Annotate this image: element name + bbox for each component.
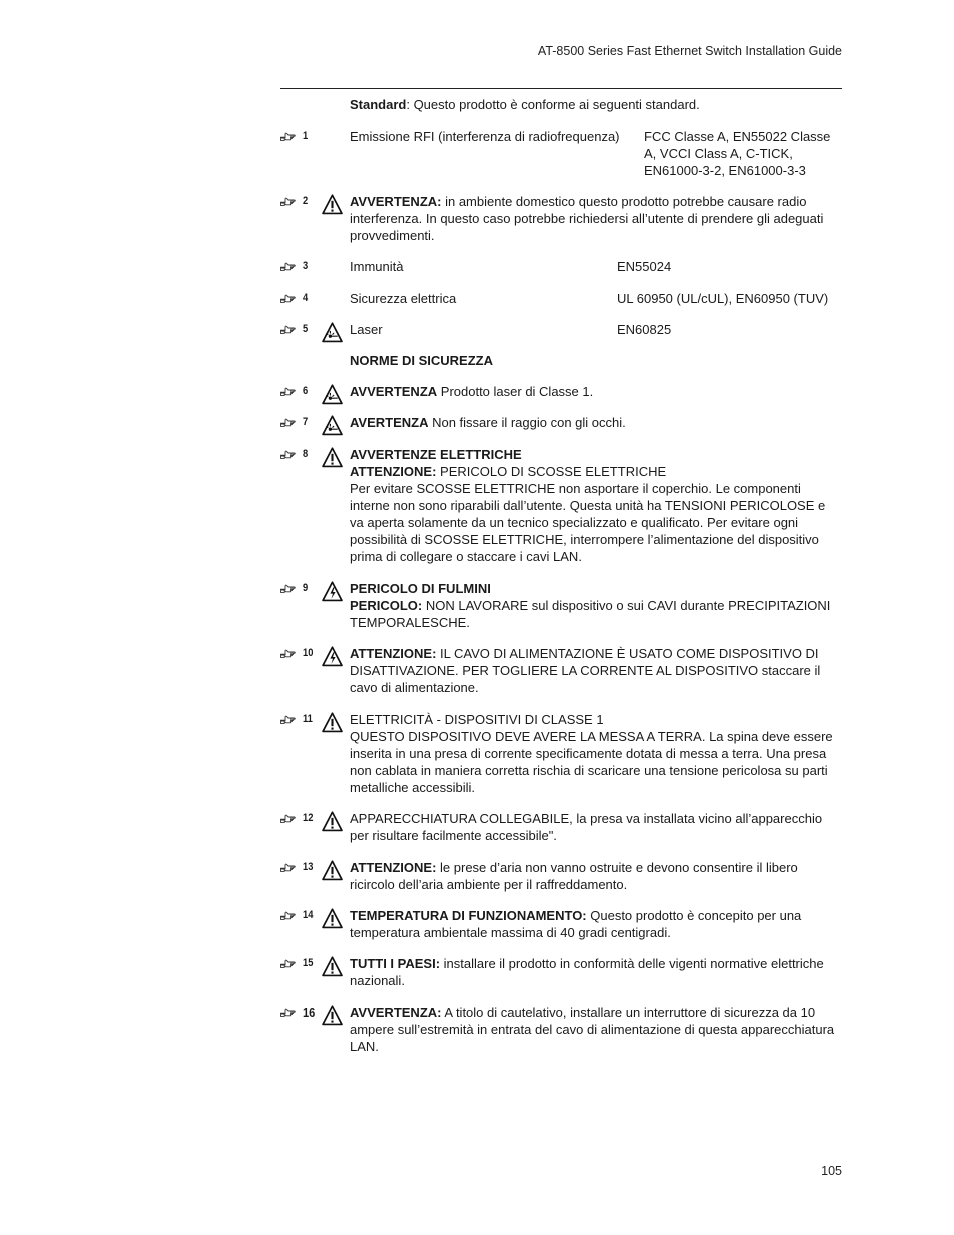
item-text: le prese d’aria non vanno ostruite e devono consentire il libero ricircolo dell’aria ambiente per il raffreddamento. bbox=[350, 860, 798, 892]
item-text: Per evitare SCOSSE ELETTRICHE non asportare il coperchio. Le componenti interne non sono riparabili dall’utente. Questa unità ha TENSIONI PERICOLOSE e va aperta solamente da un tecnico specializzato e qualificato. Per evitare ogni possibilità di SCOSSE ELETTRICHE, interrompere l’alimentazione del dispositivo prima di collegare o staccare i cavi LAN. bbox=[350, 481, 826, 564]
item-text: Prodotto laser di Classe 1. bbox=[437, 384, 594, 399]
item-label: Emissione RFI (interferenza di radiofrequenza) bbox=[350, 129, 620, 144]
item-number: 14 bbox=[303, 909, 314, 921]
item-text: IL CAVO DI ALIMENTAZIONE È USATO COME DISPOSITIVO DI DISATTIVAZIONE. PER TOGLIERE LA CORRENTE AL DISPOSITIVO staccare il cavo di alimentazione. bbox=[350, 646, 821, 695]
item-bold: TEMPERATURA DI FUNZIONAMENTO: bbox=[350, 908, 587, 923]
heading-text: NORME DI SICUREZZA bbox=[350, 353, 493, 368]
item-bold: AVERTENZA bbox=[350, 415, 429, 430]
pointing-hand-icon bbox=[280, 714, 298, 725]
pointing-hand-icon bbox=[280, 417, 298, 428]
item-number: 9 bbox=[303, 582, 309, 594]
item-number: 11 bbox=[303, 713, 313, 725]
item-bold: AVVERTENZA: bbox=[350, 194, 442, 209]
laser-warning-icon bbox=[322, 384, 343, 405]
item-number: 13 bbox=[303, 861, 314, 873]
item-text: APPARECCHIATURA COLLEGABILE, la presa va installata vicino all’apparecchio per risultare facilmente accessibile". bbox=[350, 811, 823, 843]
item-number: 6 bbox=[303, 385, 309, 397]
intro-bold: Standard bbox=[350, 97, 407, 112]
lightning-warning-icon bbox=[322, 646, 343, 667]
pointing-hand-icon bbox=[280, 648, 298, 659]
item-bold-title: AVVERTENZE ELETTRICHE bbox=[350, 447, 522, 462]
page-number: 105 bbox=[821, 1164, 842, 1178]
pointing-hand-icon bbox=[280, 449, 298, 460]
item-label: Immunità bbox=[350, 259, 404, 274]
item-bold: PERICOLO: bbox=[350, 598, 423, 613]
pointing-hand-icon bbox=[280, 1007, 298, 1018]
item-number: 16 bbox=[303, 1005, 316, 1020]
item-title: ELETTRICITÀ - DISPOSITIVI DI CLASSE 1 bbox=[350, 712, 604, 727]
pointing-hand-icon bbox=[280, 862, 298, 873]
page-header: AT-8500 Series Fast Ethernet Switch Installation Guide bbox=[537, 44, 842, 58]
pointing-hand-icon bbox=[280, 583, 298, 594]
item-number: 7 bbox=[303, 416, 309, 428]
warning-triangle-icon bbox=[322, 908, 343, 929]
lightning-warning-icon bbox=[322, 581, 343, 602]
warning-triangle-icon bbox=[322, 860, 343, 881]
item-text: A titolo di cautelativo, installare un interruttore di sicurezza da 10 ampere sull’estremità in entrata del cavo di alimentazione di questa apparecchiatura LAN. bbox=[350, 1005, 835, 1054]
warning-triangle-icon bbox=[322, 712, 343, 733]
laser-warning-icon bbox=[322, 415, 343, 436]
item-number: 12 bbox=[303, 812, 314, 824]
item-number: 15 bbox=[303, 957, 314, 969]
item-subtitle: PERICOLO DI SCOSSE ELETTRICHE bbox=[436, 464, 667, 479]
item-number: 5 bbox=[303, 323, 309, 335]
item-number: 10 bbox=[303, 647, 314, 659]
pointing-hand-icon bbox=[280, 813, 298, 824]
item-label: Laser bbox=[350, 322, 383, 337]
pointing-hand-icon bbox=[280, 324, 298, 335]
item-bold: ATTENZIONE: bbox=[350, 646, 437, 661]
item-text: Non fissare il raggio con gli occhi. bbox=[428, 415, 626, 430]
item-bold: ATTENZIONE: bbox=[350, 464, 437, 479]
warning-triangle-icon bbox=[322, 1005, 343, 1026]
item-number: 3 bbox=[303, 260, 309, 272]
item-text: NON LAVORARE sul dispositivo o sui CAVI durante PRECIPITAZIONI TEMPORALESCHE. bbox=[350, 598, 831, 630]
warning-triangle-icon bbox=[322, 956, 343, 977]
item-bold: TUTTI I PAESI: bbox=[350, 956, 441, 971]
intro-text: : Questo prodotto è conforme ai seguenti standard. bbox=[406, 97, 700, 112]
item-bold: AVVERTENZA bbox=[350, 384, 438, 399]
warning-triangle-icon bbox=[322, 811, 343, 832]
item-number: 4 bbox=[303, 292, 309, 304]
item-number: 1 bbox=[303, 130, 309, 142]
item-value: EN60825 bbox=[617, 322, 672, 337]
pointing-hand-icon bbox=[280, 910, 298, 921]
pointing-hand-icon bbox=[280, 386, 298, 397]
pointing-hand-icon bbox=[280, 196, 298, 207]
item-number: 8 bbox=[303, 448, 309, 460]
item-bold: AVVERTENZA: bbox=[350, 1005, 442, 1020]
warning-triangle-icon bbox=[322, 447, 343, 468]
item-bold: ATTENZIONE: bbox=[350, 860, 437, 875]
item-value: EN55024 bbox=[617, 259, 672, 274]
header-rule bbox=[280, 88, 842, 89]
item-bold-title: PERICOLO DI FULMINI bbox=[350, 581, 491, 596]
pointing-hand-icon bbox=[280, 958, 298, 969]
pointing-hand-icon bbox=[280, 131, 298, 142]
item-label: Sicurezza elettrica bbox=[350, 291, 457, 306]
item-text: in ambiente domestico questo prodotto potrebbe causare radio interferenza. In questo caso potrebbe richiedersi all’utente di prendere gli adeguati provvedimenti. bbox=[350, 194, 824, 243]
item-value: UL 60950 (UL/cUL), EN60950 (TUV) bbox=[617, 291, 829, 306]
item-text: Questo prodotto è concepito per una temperatura ambientale massima di 40 gradi centigradi. bbox=[350, 908, 802, 940]
warning-triangle-icon bbox=[322, 194, 343, 215]
item-number: 2 bbox=[303, 195, 309, 207]
laser-warning-icon bbox=[322, 322, 343, 343]
pointing-hand-icon bbox=[280, 293, 298, 304]
item-value: FCC Classe A, EN55022 Classe A, VCCI Class A, C-TICK, EN61000-3-2, EN61000-3-3 bbox=[644, 129, 831, 178]
item-text: QUESTO DISPOSITIVO DEVE AVERE LA MESSA A TERRA. La spina deve essere inserita in una presa di corrente specificamente dotata di messa a terra. Una presa non cablata in maniera corretta rischia di scaricare una tensione pericolosa su parti metalliche accessibili. bbox=[350, 729, 833, 795]
pointing-hand-icon bbox=[280, 261, 298, 272]
item-text: installare il prodotto in conformità delle vigenti normative elettriche nazionali. bbox=[350, 956, 824, 988]
